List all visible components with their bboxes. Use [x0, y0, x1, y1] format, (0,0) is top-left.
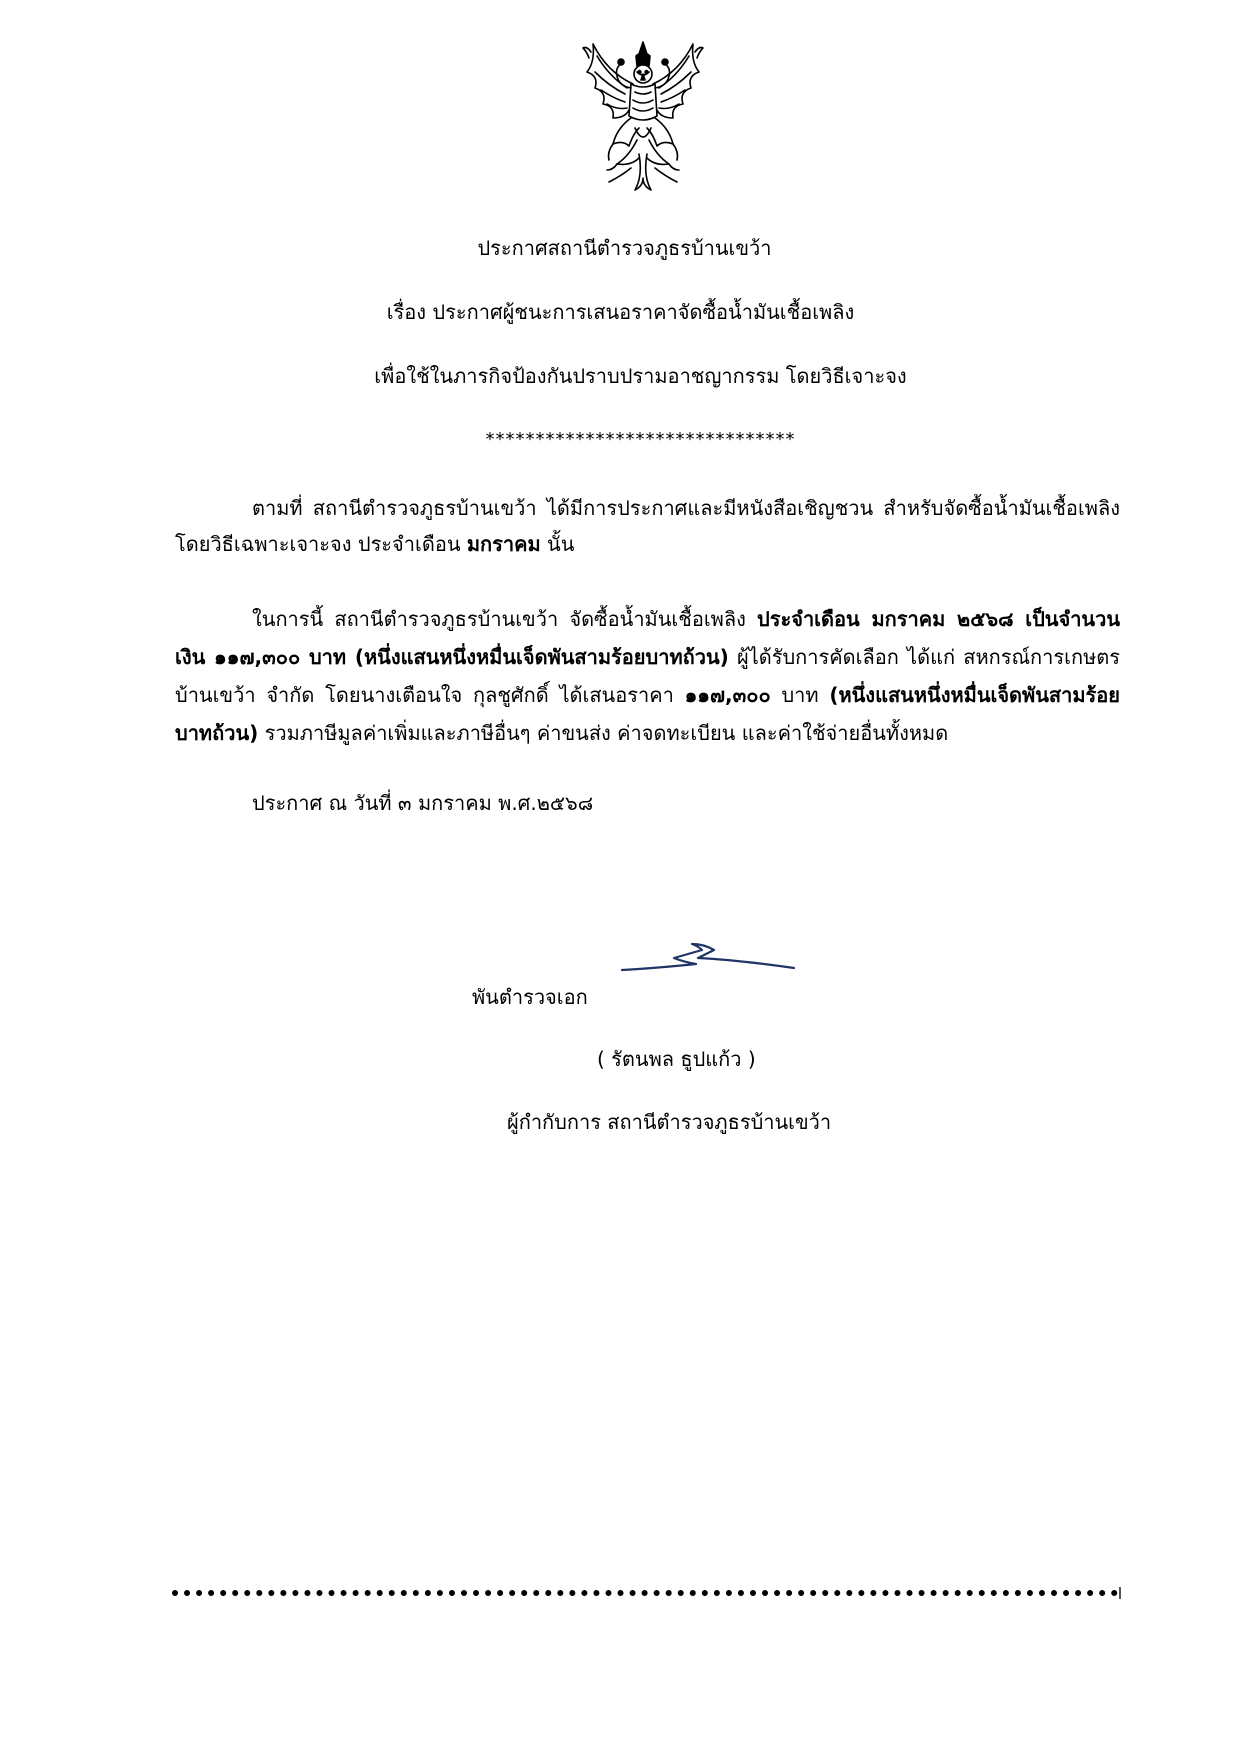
footer-dotted-divider — [172, 1590, 1118, 1596]
subject-line-2: เพื่อใช้ในภารกิจป้องกันปราบปรามอาชญากรรม โดยวิธีเจาะจง — [374, 364, 907, 388]
announcement-title: ประกาศสถานีตำรวจภูธรบ้านเขว้า — [477, 236, 772, 260]
garuda-emblem-icon — [573, 36, 713, 196]
award-text-3: บาท — [770, 683, 830, 707]
subject-line: เรื่อง ประกาศผู้ชนะการเสนอราคาจัดซื้อน้ำมันเชื้อเพลิง — [386, 300, 855, 324]
month-emphasis: มกราคม — [466, 532, 541, 556]
bid-amount: ๑๑๗,๓๐๐ — [684, 683, 771, 707]
signer-position: ผู้กำกับการ สถานีตำรวจภูธรบ้านเขว้า — [507, 1110, 832, 1134]
award-text-1: ในการนี้ สถานีตำรวจภูธรบ้านเขว้า จัดซื้อน้ำมันเชื้อเพลิง — [252, 607, 758, 631]
paragraph-award — [175, 600, 1120, 752]
signer-name: ( รัตนพล ธูปแก้ว ) — [597, 1047, 756, 1071]
asterisk-separator: ******************************* — [485, 429, 796, 450]
award-text-4: รวมภาษีมูลค่าเพิ่มและภาษีอื่นๆ ค่าขนส่ง ค่าจดทะเบียน และค่าใช้จ่ายอื่นทั้งหมด — [258, 721, 949, 745]
paragraph-intro-text: ตามที่ สถานีตำรวจภูธรบ้านเขว้า ได้มีการประกาศและมีหนังสือเชิญชวน สำหรับจัดซื้อน้ำมันเชื้อเพลิง โดยวิธีเฉพาะเจาะจง ประจำเดือน — [175, 496, 1120, 556]
award-amount-emphasis: ประจำเดือน มกราคม ๒๕๖๘ เป็นจำนวนเงิน ๑๑๗,๓๐๐ บาท (หนึ่งแสนหนึ่งหมื่นเจ็ดพันสามร้อยบาทถ้วน) — [175, 607, 1121, 669]
handwritten-signature-icon — [618, 928, 798, 978]
signer-rank: พันตำรวจเอก — [472, 985, 588, 1009]
award-text-2: ผู้ได้รับการคัดเลือก ได้แก่ สหกรณ์การเกษตรบ้านเขว้า จำกัด โดยนางเตือนใจ กุลชูศักดิ์ ได้เสนอราคา — [175, 645, 1120, 707]
announcement-date-text: ประกาศ ณ วันที่ ๓ มกราคม พ.ศ.๒๕๖๘ — [252, 791, 594, 815]
paragraph-intro — [175, 490, 1120, 562]
footer-divider-end-mark — [1119, 1587, 1121, 1599]
announcement-date — [175, 785, 1120, 821]
bid-amount-words: (หนึ่งแสนหนึ่งหมื่นเจ็ดพันสามร้อยบาทถ้วน) — [175, 683, 1120, 745]
paragraph-intro-tail: นั้น — [540, 532, 575, 556]
